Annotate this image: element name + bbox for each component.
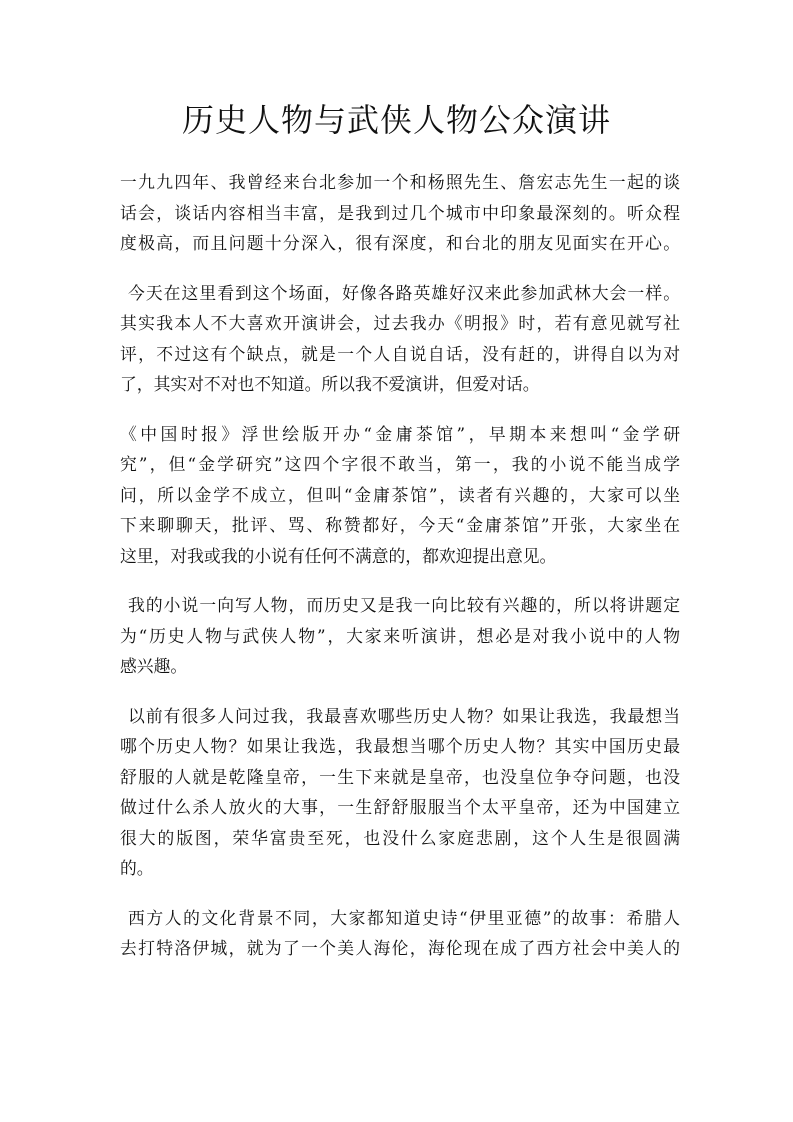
paragraph-line: 西方人的文化背景不同，大家都知道史诗“伊里亚德”的故事：希腊人 [128, 907, 680, 928]
document-body [120, 167, 680, 983]
paragraph-line: 很大的版图，荣华富贵至死，也没什么家庭悲剧，这个人生是很圆满 [120, 827, 680, 848]
paragraph-line: 去打特洛伊城，就为了一个美人海伦，海伦现在成了西方社会中美人的 [120, 938, 680, 958]
paragraph-line: 究”，但“金学研究”这四个字很不敢当，第一，我的小说不能当成学 [120, 454, 680, 474]
document-title: 历史人物与武侠人物公众演讲 [181, 101, 611, 139]
paragraph-line: 今天在这里看到这个场面，好像各路英雄好汉来此参加武林大会一样。 [128, 282, 680, 303]
paragraph-line: 为“历史人物与武侠人物”，大家来听演讲，想必是对我小说中的人物 [120, 625, 680, 646]
paragraph-line: 下来聊聊天，批评、骂、称赞都好，今天“金庸茶馆”开张，大家坐在 [120, 515, 680, 535]
paragraph-line: 这里，对我或我的小说有任何不满意的，都欢迎提出意见。 [120, 545, 557, 566]
paragraph-line: 做过什么杀人放火的大事，一生舒舒服服当个太平皇帝，还为中国建立 [120, 797, 680, 817]
paragraph-line: 的。 [120, 858, 154, 878]
paragraph-5 [120, 701, 680, 884]
paragraph-line: 《中国时报》浮世绘版开办“金庸茶馆”，早期本来想叫“金学研 [120, 423, 680, 444]
paragraph-line: 舒服的人就是乾隆皇帝，一生下来就是皇帝，也没皇位争夺问题，也没 [120, 766, 680, 787]
paragraph-4 [120, 590, 680, 682]
paragraph-2 [120, 278, 680, 400]
paragraph-line: 我的小说一向写人物，而历史又是我一向比较有兴趣的，所以将讲题定 [128, 595, 680, 615]
paragraph-line: 度极高，而且问题十分深入，很有深度，和台北的朋友见面实在开心。 [120, 233, 680, 253]
paragraph-line: 评，不过这有个缺点，就是一个人自说自话，没有赶的，讲得自以为对 [120, 343, 680, 364]
paragraph-line: 哪个历史人物？如果让我选，我最想当哪个历史人物？其实中国历史最 [120, 736, 680, 756]
paragraph-6 [120, 903, 680, 964]
paragraph-line: 问，所以金学不成立，但叫“金庸茶馆”，读者有兴趣的，大家可以坐 [120, 484, 680, 505]
paragraph-line: 感兴趣。 [120, 656, 188, 676]
paragraph-1 [120, 167, 680, 259]
paragraph-line: 一九九四年、我曾经来台北参加一个和杨照先生、詹宏志先生一起的谈 [120, 172, 680, 192]
paragraph-3 [120, 419, 680, 572]
paragraph-line: 话会，谈话内容相当丰富，是我到过几个城市中印象最深刻的。听众程 [120, 202, 680, 223]
paragraph-line: 以前有很多人问过我，我最喜欢哪些历史人物？如果让我选，我最想当 [128, 705, 680, 726]
paragraph-line: 了，其实对不对也不知道。所以我不爱演讲，但爱对话。 [120, 374, 540, 394]
paragraph-line: 其实我本人不大喜欢开演讲会，过去我办《明报》时，若有意见就写社 [120, 313, 680, 333]
